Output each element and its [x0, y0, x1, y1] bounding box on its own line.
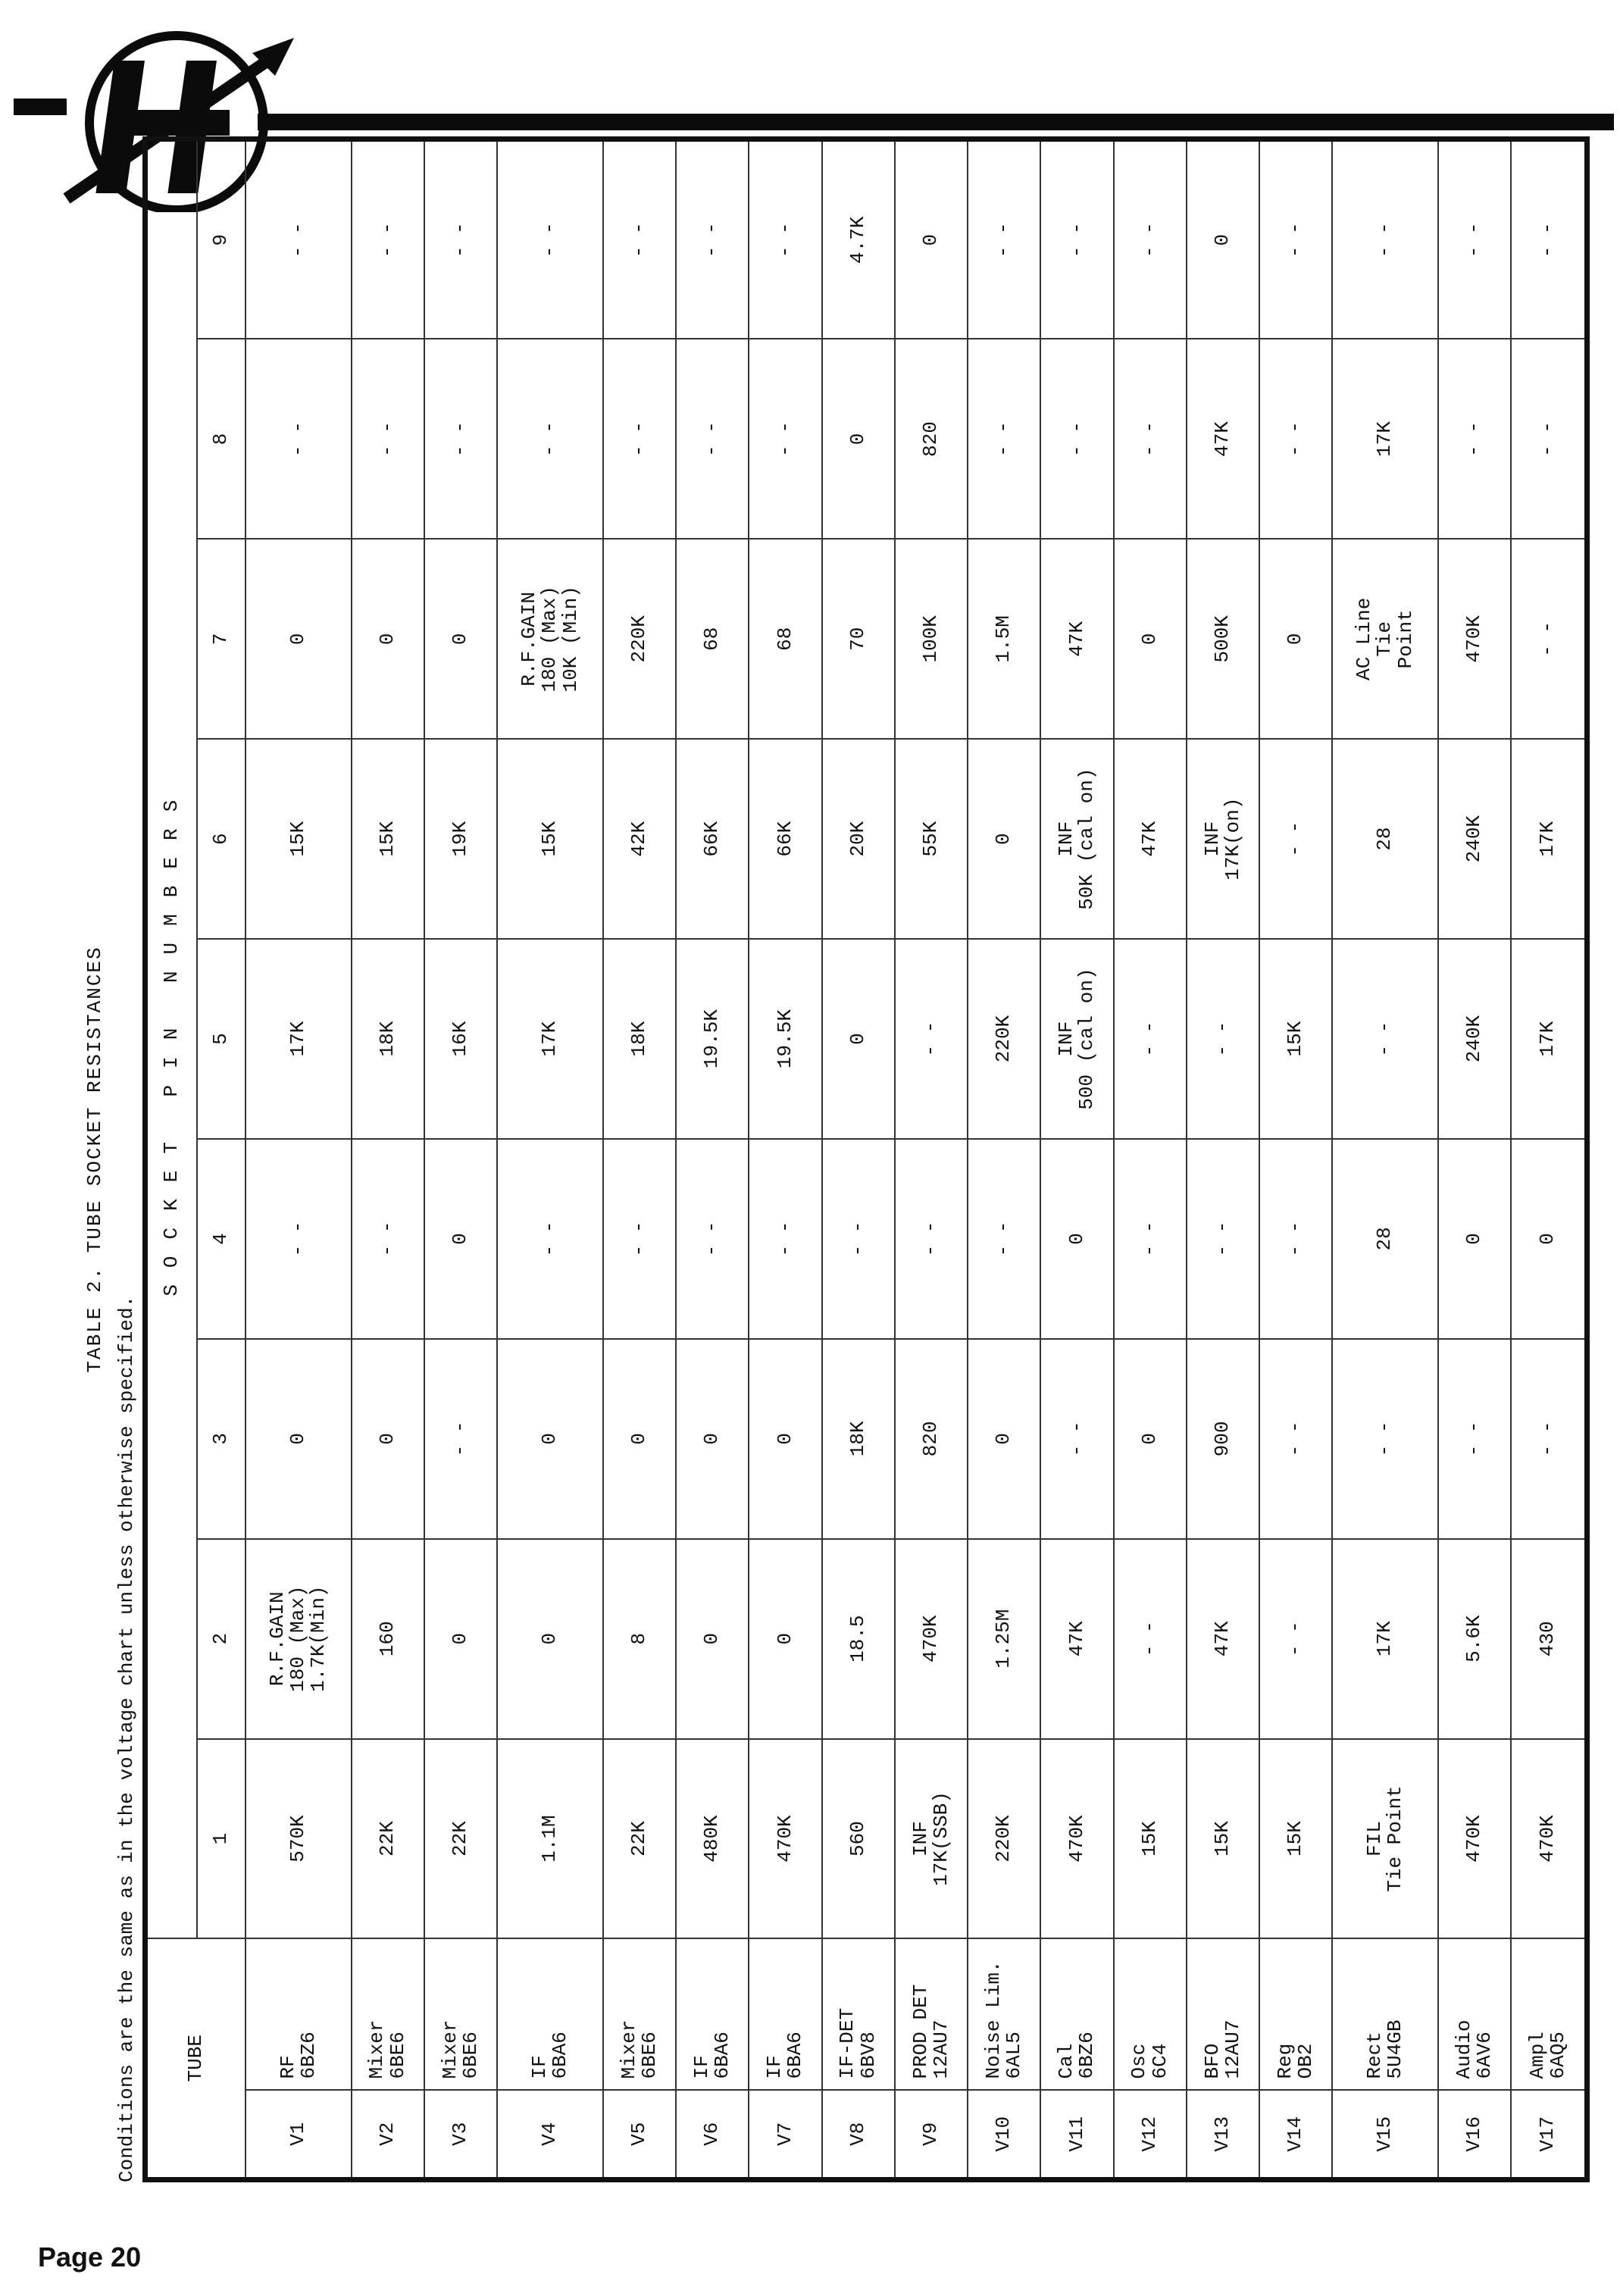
pin-resistance-cell: 47K — [1187, 1539, 1259, 1739]
pin-resistance-cell: 42K — [603, 739, 676, 939]
pin-resistance-cell: 16K — [424, 939, 497, 1139]
pin-resistance-cell: 66K — [749, 739, 821, 939]
pin-resistance-cell: 70 — [822, 539, 895, 739]
pin-resistance-cell: 18.5 — [822, 1539, 895, 1739]
pin-resistance-cell: - - — [1114, 1539, 1187, 1739]
tube-description: Mixer 6BE6 — [352, 1938, 424, 2090]
pin-resistance-cell: 15K — [352, 739, 424, 939]
pin-resistance-cell: - - — [603, 139, 676, 339]
pin-resistance-cell: - - — [1332, 139, 1438, 339]
pin-resistance-cell: 19.5K — [676, 939, 749, 1139]
pin-resistance-cell: 17K — [1332, 1539, 1438, 1739]
pin-resistance-cell: - - — [968, 339, 1040, 539]
pin-header-7: 7 — [197, 539, 246, 739]
table-row — [603, 139, 676, 2180]
tube-description: Mixer 6BE6 — [424, 1938, 497, 2090]
pin-resistance-cell: 160 — [352, 1539, 424, 1739]
tube-id: V11 — [1040, 2091, 1113, 2180]
pin-resistance-cell: 820 — [895, 1339, 968, 1539]
tube-description: Rect 5U4GB — [1332, 1938, 1438, 2090]
pin-resistance-cell: 0 — [424, 1539, 497, 1739]
pin-resistance-cell: - - — [1332, 1339, 1438, 1539]
pin-resistance-cell: 17K — [1511, 739, 1587, 939]
pin-resistance-cell: - - — [676, 139, 749, 339]
pin-resistance-cell: 15K — [497, 739, 603, 939]
pin-resistance-cell: 0 — [1187, 139, 1259, 339]
pin-header-1: 1 — [197, 1739, 246, 1939]
pin-resistance-cell: - - — [1332, 939, 1438, 1139]
pin-resistance-cell: 220K — [603, 539, 676, 739]
pin-resistance-cell: 470K — [1438, 1739, 1511, 1939]
pin-resistance-cell: - - — [1259, 1139, 1332, 1339]
pin-resistance-cell: - - — [1438, 1339, 1511, 1539]
pin-resistance-cell: - - — [1114, 939, 1187, 1139]
pin-resistance-cell: - - — [749, 1139, 821, 1339]
pin-resistance-cell: 0 — [968, 1339, 1040, 1539]
pin-resistance-cell: 18K — [822, 1339, 895, 1539]
pin-resistance-cell: 470K — [1040, 1739, 1113, 1939]
table-row — [1114, 139, 1187, 2180]
pin-resistance-cell: 240K — [1438, 739, 1511, 939]
pin-resistance-cell: - - — [1259, 1539, 1332, 1739]
tube-id: V5 — [603, 2091, 676, 2180]
pin-resistance-cell: 1.25M — [968, 1539, 1040, 1739]
tube-description: PROD DET 12AU7 — [895, 1938, 968, 2090]
pin-resistance-cell: 0 — [497, 1539, 603, 1739]
tube-socket-resistance-table — [142, 136, 1590, 2182]
tube-description: IF 6BA6 — [497, 1938, 603, 2090]
pin-resistance-cell: 0 — [749, 1539, 821, 1739]
table-row — [497, 139, 603, 2180]
pin-resistance-cell: INF 17K(on) — [1187, 739, 1259, 939]
tube-description: Reg OB2 — [1259, 1938, 1332, 2090]
pin-resistance-cell: 19K — [424, 739, 497, 939]
pin-resistance-cell: 0 — [1259, 539, 1332, 739]
tube-description: Osc 6C4 — [1114, 1938, 1187, 2090]
table-row — [822, 139, 895, 2180]
pin-resistance-cell: - - — [822, 1139, 895, 1339]
pin-resistance-cell: - - — [352, 139, 424, 339]
pin-resistance-cell: - - — [246, 139, 352, 339]
pin-resistance-cell: 18K — [603, 939, 676, 1139]
pin-resistance-cell: 220K — [968, 939, 1040, 1139]
tube-description: Noise Lim. 6AL5 — [968, 1938, 1040, 2090]
pin-resistance-cell: 470K — [749, 1739, 821, 1939]
pin-resistance-cell: 0 — [424, 1139, 497, 1339]
pin-resistance-cell: 68 — [676, 539, 749, 739]
pin-resistance-cell: 47K — [1187, 339, 1259, 539]
pin-resistance-cell: 0 — [1511, 1139, 1587, 1339]
pin-resistance-cell: 570K — [246, 1739, 352, 1939]
table-row — [895, 139, 968, 2180]
tube-description: Audio 6AV6 — [1438, 1938, 1511, 2090]
pin-resistance-cell: - - — [1511, 339, 1587, 539]
pin-resistance-cell: - - — [1438, 139, 1511, 339]
tube-description: IF 6BA6 — [676, 1938, 749, 2090]
pin-resistance-cell: 47K — [1040, 539, 1113, 739]
pin-resistance-cell: 0 — [1040, 1139, 1113, 1339]
pin-resistance-cell: - - — [1259, 339, 1332, 539]
socket-pin-numbers-header: SOCKET PIN NUMBERS — [145, 139, 198, 1939]
pin-resistance-cell: 0 — [1114, 1339, 1187, 1539]
tube-id: V3 — [424, 2091, 497, 2180]
pin-resistance-cell: 220K — [968, 1739, 1040, 1939]
pin-resistance-cell: 28 — [1332, 739, 1438, 939]
table-row — [968, 139, 1040, 2180]
pin-resistance-cell: 8 — [603, 1539, 676, 1739]
pin-resistance-cell: 66K — [676, 739, 749, 939]
pin-resistance-cell: - - — [676, 1139, 749, 1339]
pin-resistance-cell: 0 — [1438, 1139, 1511, 1339]
tube-id: V1 — [246, 2091, 352, 2180]
tube-id: V4 — [497, 2091, 603, 2180]
tube-id: V2 — [352, 2091, 424, 2180]
pin-resistance-cell: - - — [424, 339, 497, 539]
pin-resistance-cell: - - — [676, 339, 749, 539]
tube-description: RF 6BZ6 — [246, 1938, 352, 2090]
pin-resistance-cell: - - — [1259, 1339, 1332, 1539]
table-row — [1040, 139, 1113, 2180]
pin-resistance-cell: 28 — [1332, 1139, 1438, 1339]
tube-description: Cal 6BZ6 — [1040, 1938, 1113, 2090]
table-row — [1511, 139, 1587, 2180]
pin-resistance-cell: 0 — [352, 539, 424, 739]
table-row — [1332, 139, 1438, 2180]
page-number: Page 20 — [38, 2241, 142, 2273]
tube-id: V12 — [1114, 2091, 1187, 2180]
rotated-table-block — [83, 136, 1599, 2182]
pin-resistance-cell: - - — [1511, 539, 1587, 739]
table-row — [424, 139, 497, 2180]
pin-resistance-cell: - - — [352, 1139, 424, 1339]
pin-resistance-cell: 470K — [1511, 1739, 1587, 1939]
pin-resistance-cell: FIL Tie Point — [1332, 1739, 1438, 1939]
pin-resistance-cell: 0 — [822, 339, 895, 539]
pin-resistance-cell: 0 — [749, 1339, 821, 1539]
pin-resistance-cell: - - — [1040, 139, 1113, 339]
pin-resistance-cell: - - — [1187, 939, 1259, 1139]
pin-resistance-cell: 480K — [676, 1739, 749, 1939]
pin-resistance-cell: 560 — [822, 1739, 895, 1939]
pin-resistance-cell: 15K — [1259, 1739, 1332, 1939]
tube-id: V10 — [968, 2091, 1040, 2180]
tube-header: TUBE — [145, 1938, 246, 2179]
pin-resistance-cell: 0 — [352, 1339, 424, 1539]
pin-resistance-cell: - - — [246, 339, 352, 539]
pin-header-3: 3 — [197, 1339, 246, 1539]
pin-resistance-cell: 47K — [1114, 739, 1187, 939]
pin-resistance-cell: 15K — [1259, 939, 1332, 1139]
pin-resistance-cell: 100K — [895, 539, 968, 739]
pin-header-6: 6 — [197, 739, 246, 939]
pin-resistance-cell: 500K — [1187, 539, 1259, 739]
pin-resistance-cell: 5.6K — [1438, 1539, 1511, 1739]
pin-resistance-cell: - - — [497, 139, 603, 339]
tube-description: Mixer 6BE6 — [603, 1938, 676, 2090]
pin-resistance-cell: INF 17K(SSB) — [895, 1739, 968, 1939]
pin-resistance-cell: 68 — [749, 539, 821, 739]
table-row — [1438, 139, 1511, 2180]
pin-resistance-cell: 55K — [895, 739, 968, 939]
pin-resistance-cell: - - — [352, 339, 424, 539]
pin-resistance-cell: 17K — [1332, 339, 1438, 539]
pin-resistance-cell: - - — [603, 1139, 676, 1339]
pin-resistance-cell: 0 — [968, 739, 1040, 939]
table-row — [749, 139, 821, 2180]
pin-resistance-cell: - - — [246, 1139, 352, 1339]
pin-resistance-cell: INF 500 (cal on) — [1040, 939, 1113, 1139]
tube-id: V7 — [749, 2091, 821, 2180]
pin-resistance-cell: 18K — [352, 939, 424, 1139]
tube-description: Ampl 6AQ5 — [1511, 1938, 1587, 2090]
tube-description: BFO 12AU7 — [1187, 1938, 1259, 2090]
pin-header-5: 5 — [197, 939, 246, 1139]
pin-resistance-cell: - - — [1511, 139, 1587, 339]
pin-resistance-cell: R.F.GAIN 180 (Max) 1.7K(Min) — [246, 1539, 352, 1739]
pin-resistance-cell: 0 — [822, 939, 895, 1139]
pin-resistance-cell: 470K — [895, 1539, 968, 1739]
tube-id: V16 — [1438, 2091, 1511, 2180]
pin-resistance-cell: 0 — [676, 1339, 749, 1539]
pin-resistance-cell: 430 — [1511, 1539, 1587, 1739]
pin-resistance-cell: - - — [497, 1139, 603, 1339]
table-row — [1187, 139, 1259, 2180]
tube-id: V9 — [895, 2091, 968, 2180]
pin-resistance-cell: - - — [1040, 339, 1113, 539]
table-title: TABLE 2. TUBE SOCKET RESISTANCES — [83, 946, 106, 1373]
pin-resistance-cell: INF 50K (cal on) — [1040, 739, 1113, 939]
pin-resistance-cell: 22K — [603, 1739, 676, 1939]
pin-resistance-cell: - - — [1259, 139, 1332, 339]
pin-resistance-cell: 15K — [1187, 1739, 1259, 1939]
pin-resistance-cell: 470K — [1438, 539, 1511, 739]
pin-resistance-cell: 0 — [603, 1339, 676, 1539]
pin-resistance-cell: - - — [1511, 1339, 1587, 1539]
pin-resistance-cell: - - — [1040, 1339, 1113, 1539]
pin-resistance-cell: AC Line Tie Point — [1332, 539, 1438, 739]
pin-resistance-cell: 15K — [246, 739, 352, 939]
pin-resistance-cell: 4.7K — [822, 139, 895, 339]
pin-resistance-cell: - - — [895, 1139, 968, 1339]
pin-resistance-cell: 0 — [246, 539, 352, 739]
pin-resistance-cell: 0 — [1114, 539, 1187, 739]
tube-description: IF 6BA6 — [749, 1938, 821, 2090]
table-row — [1259, 139, 1332, 2180]
pin-resistance-cell: - - — [1259, 739, 1332, 939]
pin-resistance-cell: - - — [497, 339, 603, 539]
pin-resistance-cell: - - — [424, 139, 497, 339]
pin-resistance-cell: 17K — [246, 939, 352, 1139]
table-row — [352, 139, 424, 2180]
pin-resistance-cell: 17K — [1511, 939, 1587, 1139]
tube-description: IF-DET 6BV8 — [822, 1938, 895, 2090]
pin-resistance-cell: 1.5M — [968, 539, 1040, 739]
pin-header-9: 9 — [197, 139, 246, 339]
pin-resistance-cell: - - — [749, 339, 821, 539]
pin-resistance-cell: - - — [424, 1339, 497, 1539]
pin-resistance-cell: - - — [1114, 139, 1187, 339]
pin-resistance-cell: 0 — [246, 1339, 352, 1539]
pin-resistance-cell: 0 — [676, 1539, 749, 1739]
pin-resistance-cell: - - — [1114, 339, 1187, 539]
pin-header-2: 2 — [197, 1539, 246, 1739]
pin-resistance-cell: 22K — [352, 1739, 424, 1939]
pin-resistance-cell: - - — [603, 339, 676, 539]
tube-id: V15 — [1332, 2091, 1438, 2180]
pin-resistance-cell: - - — [968, 1139, 1040, 1339]
pin-resistance-cell: 20K — [822, 739, 895, 939]
table-row — [676, 139, 749, 2180]
pin-resistance-cell: R.F.GAIN 180 (Max) 10K (Min) — [497, 539, 603, 739]
pin-resistance-cell: - - — [968, 139, 1040, 339]
pin-resistance-cell: 17K — [497, 939, 603, 1139]
pin-resistance-cell: 0 — [424, 539, 497, 739]
tube-id: V13 — [1187, 2091, 1259, 2180]
pin-resistance-cell: 15K — [1114, 1739, 1187, 1939]
pin-resistance-cell: 0 — [497, 1339, 603, 1539]
pin-resistance-cell: 240K — [1438, 939, 1511, 1139]
tube-id: V14 — [1259, 2091, 1332, 2180]
pin-resistance-cell: - - — [1114, 1139, 1187, 1339]
tube-id: V8 — [822, 2091, 895, 2180]
pin-resistance-cell: 19.5K — [749, 939, 821, 1139]
pin-resistance-cell: 22K — [424, 1739, 497, 1939]
pin-resistance-cell: - - — [749, 139, 821, 339]
pin-header-8: 8 — [197, 339, 246, 539]
pin-resistance-cell: 900 — [1187, 1339, 1259, 1539]
table-row — [246, 139, 352, 2180]
table-conditions: Conditions are the same as in the voltage chart unless otherwise specified. — [115, 1295, 138, 2182]
pin-resistance-cell: - - — [895, 939, 968, 1139]
tube-id: V6 — [676, 2091, 749, 2180]
header-rule — [258, 114, 1614, 130]
pin-resistance-cell: 1.1M — [497, 1739, 603, 1939]
tube-id: V17 — [1511, 2091, 1587, 2180]
pin-header-4: 4 — [197, 1139, 246, 1339]
pin-resistance-cell: 47K — [1040, 1539, 1113, 1739]
pin-resistance-cell: 0 — [895, 139, 968, 339]
pin-resistance-cell: 820 — [895, 339, 968, 539]
pin-resistance-cell: - - — [1187, 1139, 1259, 1339]
pin-resistance-cell: - - — [1438, 339, 1511, 539]
